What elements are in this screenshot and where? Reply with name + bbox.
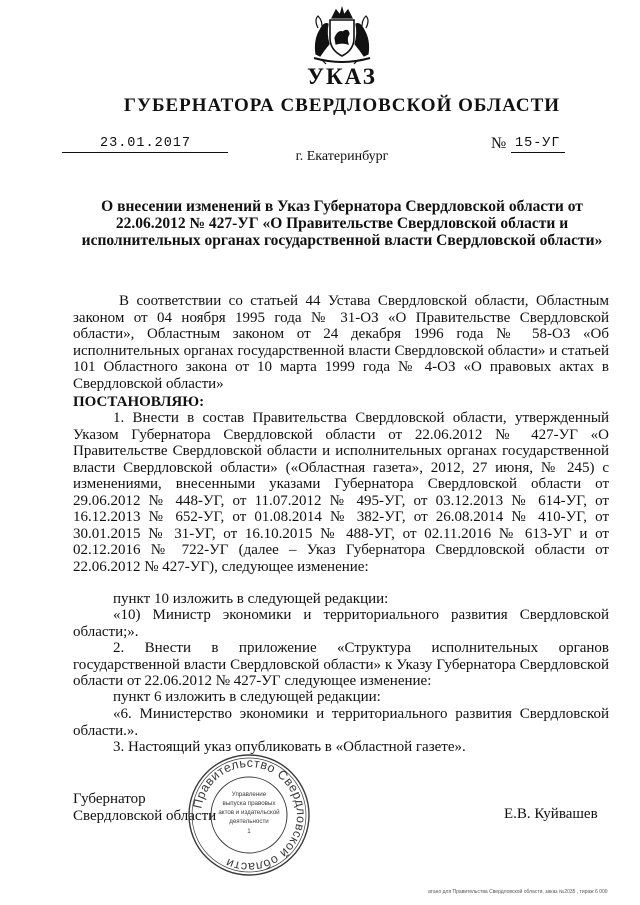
print-imprint: атано для Правительства Свердловской области, заказ №2035 , тираж 6 000 bbox=[428, 889, 608, 895]
item-2-paragraph: 2. Внести в приложение «Структура исполнительных органов государственной власти Свердловской области» к Указу Губернатора Свердловской области от 22.06.2012 № 427-УГ следующее изменение: bbox=[73, 640, 609, 689]
stamp-inner-line-1: Управление bbox=[231, 791, 267, 798]
signatory-position-line2: Свердловской области bbox=[73, 808, 217, 824]
item-2-point-text: «6. Министерство экономики и территориального развития Свердловской области.». bbox=[73, 706, 609, 739]
decree-word bbox=[73, 394, 609, 411]
document-number: 15-УГ bbox=[515, 136, 561, 151]
stamp-ring-text: Правительство Свердловской области bbox=[190, 755, 309, 875]
document-subject: О внесении изменений в Указ Губернатора Свердловской области от 22.06.2012 № 427-УГ «О Правительстве Свердловской области и исполнительных органах государственной власти Свердловской области» bbox=[81, 198, 603, 249]
item-1-point-paragraph: пункт 10 изложить в следующей редакции: bbox=[113, 591, 389, 607]
decree-word-text: ПОСТАНОВЛЯЮ: bbox=[73, 394, 205, 410]
number-sign: № bbox=[491, 135, 507, 152]
stamp-inner-line-4: деятельности bbox=[229, 818, 269, 825]
signatory-position-line1: Губернатор bbox=[73, 791, 146, 807]
stamp-inner-line-3: актов и издательской bbox=[218, 809, 280, 816]
item-1-paragraph: 1. Внести в состав Правительства Свердловской области, утвержденный Указом Губернатора Свердловской области от 22.06.2012 № 427-УГ «О Правительстве Свердловской области и исполнительных органах государственной власти Свердловской области» («Областная газета», 2012, 27 июня, № 245) с изменениями, внесенными указами Губернатора Свердловской области от 29.06.2012 № 448-УГ, от 11.07.2012 № 495-УГ, от 03.12.2013 № 614-УГ, от 16.12.2013 № 652-УГ, от 01.08.2014 № 382-УГ, от 26.08.2014 № 410-УГ, от 30.01.2015 № 31-УГ, от 16.10.2015 № 488-УГ, от 02.11.2016 № 613-УГ и от 02.12.2016 № 722-УГ (далее – Указ Губернатора Свердловской области от 22.06.2012 № 427-УГ), следующее изменение: bbox=[73, 410, 609, 575]
place-of-issue: г. Екатеринбург bbox=[295, 149, 389, 164]
item-2-point-paragraph: пункт 6 изложить в следующей редакции: bbox=[113, 689, 381, 705]
document-type-title: УКАЗ bbox=[307, 64, 377, 89]
issuer-title: ГУБЕРНАТОРА СВЕРДЛОВСКОЙ ОБЛАСТИ bbox=[123, 95, 561, 116]
item-3-paragraph: 3. Настоящий указ опубликовать в «Областной газете». bbox=[113, 739, 466, 755]
official-stamp bbox=[186, 752, 312, 878]
item-1-point-text: «10) Министр экономики и территориального развития Свердловской области;». bbox=[73, 607, 609, 640]
stamp-inner-line-5: 1 bbox=[247, 828, 251, 835]
preamble-paragraph: В соответствии со статьей 44 Устава Свердловской области, Областным законом от 04 ноября 1995 года № 31-ОЗ «О Правительстве Свердловской области», Областным законом от 24 декабря 1996 года № 58-ОЗ «Об исполнительных органах государственной власти Свердловской области» и статьей 101 Областного закона от 10 марта 1999 года № 4-ОЗ «О правовых актах в Свердловской области» bbox=[73, 293, 609, 392]
coat-of-arms-emblem bbox=[296, 4, 388, 66]
signatory-name: Е.В. Куйвашев bbox=[504, 806, 598, 822]
document-date: 23.01.2017 bbox=[100, 136, 192, 151]
stamp-inner-line-2: выпуска правовых bbox=[222, 800, 276, 807]
